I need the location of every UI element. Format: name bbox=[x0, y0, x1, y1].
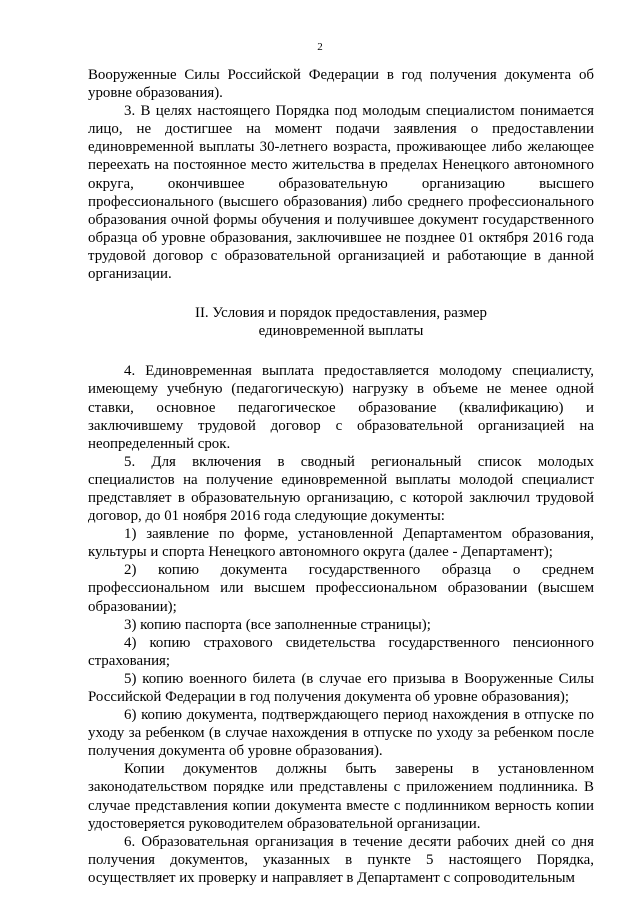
page-number: 2 bbox=[317, 41, 323, 53]
paragraph-copies: Копии документов должны быть заверены в установленном законодательством порядке или представлены с приложением подлинника. В случае представления копии документа вместе с подлинником верность копии удостоверяется руководителем образовательной организации. bbox=[88, 761, 594, 832]
list-item-6: 6) копию документа, подтверждающего период нахождения в отпуске по уходу за ребенком (в случае нахождения в отпуске по уходу за ребенком после получения документа об уровне образования). bbox=[88, 707, 594, 760]
list-item-2: 2) копию документа государственного образца о среднем профессиональном или высшем профессиональном образовании (высшем образовании); bbox=[88, 562, 594, 615]
section-heading-line-2: единовременной выплаты bbox=[258, 323, 424, 340]
list-item-3: 3) копию паспорта (все заполненные страницы); bbox=[124, 616, 431, 633]
list-item-4: 4) копию страхового свидетельства государственного пенсионного страхования; bbox=[88, 634, 594, 669]
paragraph-item-5: 5. Для включения в сводный региональный список молодых специалистов на получение единовременной выплаты молодой специалист представляет в образовательную организацию, с которой заключил трудовой договор, до 01 ноября 2016 года следующие документы: bbox=[88, 453, 594, 525]
paragraph-item-6: 6. Образовательная организация в течение десяти рабочих дней со дня получения документов, указанных в пункте 5 настоящего Порядка, осуществляет их проверку и направляет в Департамент с сопроводительным bbox=[88, 833, 594, 886]
document-body bbox=[88, 66, 594, 887]
paragraph-item-3: 3. В целях настоящего Порядка под молодым специалистом понимается лицо, не достигшее на момент подачи заявления о предоставлении единовременной выплаты 30-летнего возраста, проживающее либо желающее переехать на постоянное место жительства в пределах Ненецкого автономного округа, окончившее образовательную организацию высшего профессионального (высшего образования) либо среднего профессионального образования очной формы обучения и получившее документ государственного образца об уровне образования, заключившее не позднее 01 октября 2016 года трудовой договор с образовательной организацией и работающие в данной организации. bbox=[88, 103, 594, 283]
list-item-1: 1) заявление по форме, установленной Департаментом образования, культуры и спорта Ненецкого автономного округа (далее - Департамент); bbox=[88, 526, 594, 561]
section-heading-line-1: II. Условия и порядок предоставления, размер bbox=[195, 305, 487, 322]
list-item-5: 5) копию военного билета (в случае его призыва в Вооруженные Силы Российской Федерации в год получения документа об уровне образования); bbox=[88, 670, 594, 705]
section-heading bbox=[88, 304, 594, 340]
paragraph-continuation: Вооруженные Силы Российской Федерации в год получения документа об уровне образования). bbox=[88, 67, 594, 102]
paragraph-item-4: 4. Единовременная выплата предоставляется молодому специалисту, имеющему учебную (педагогическую) нагрузку в объеме не менее одной ставки, основное педагогическое образование (квалификацию) и заключившему трудовой договор с образовательной организацией на неопределенный срок. bbox=[88, 363, 594, 452]
